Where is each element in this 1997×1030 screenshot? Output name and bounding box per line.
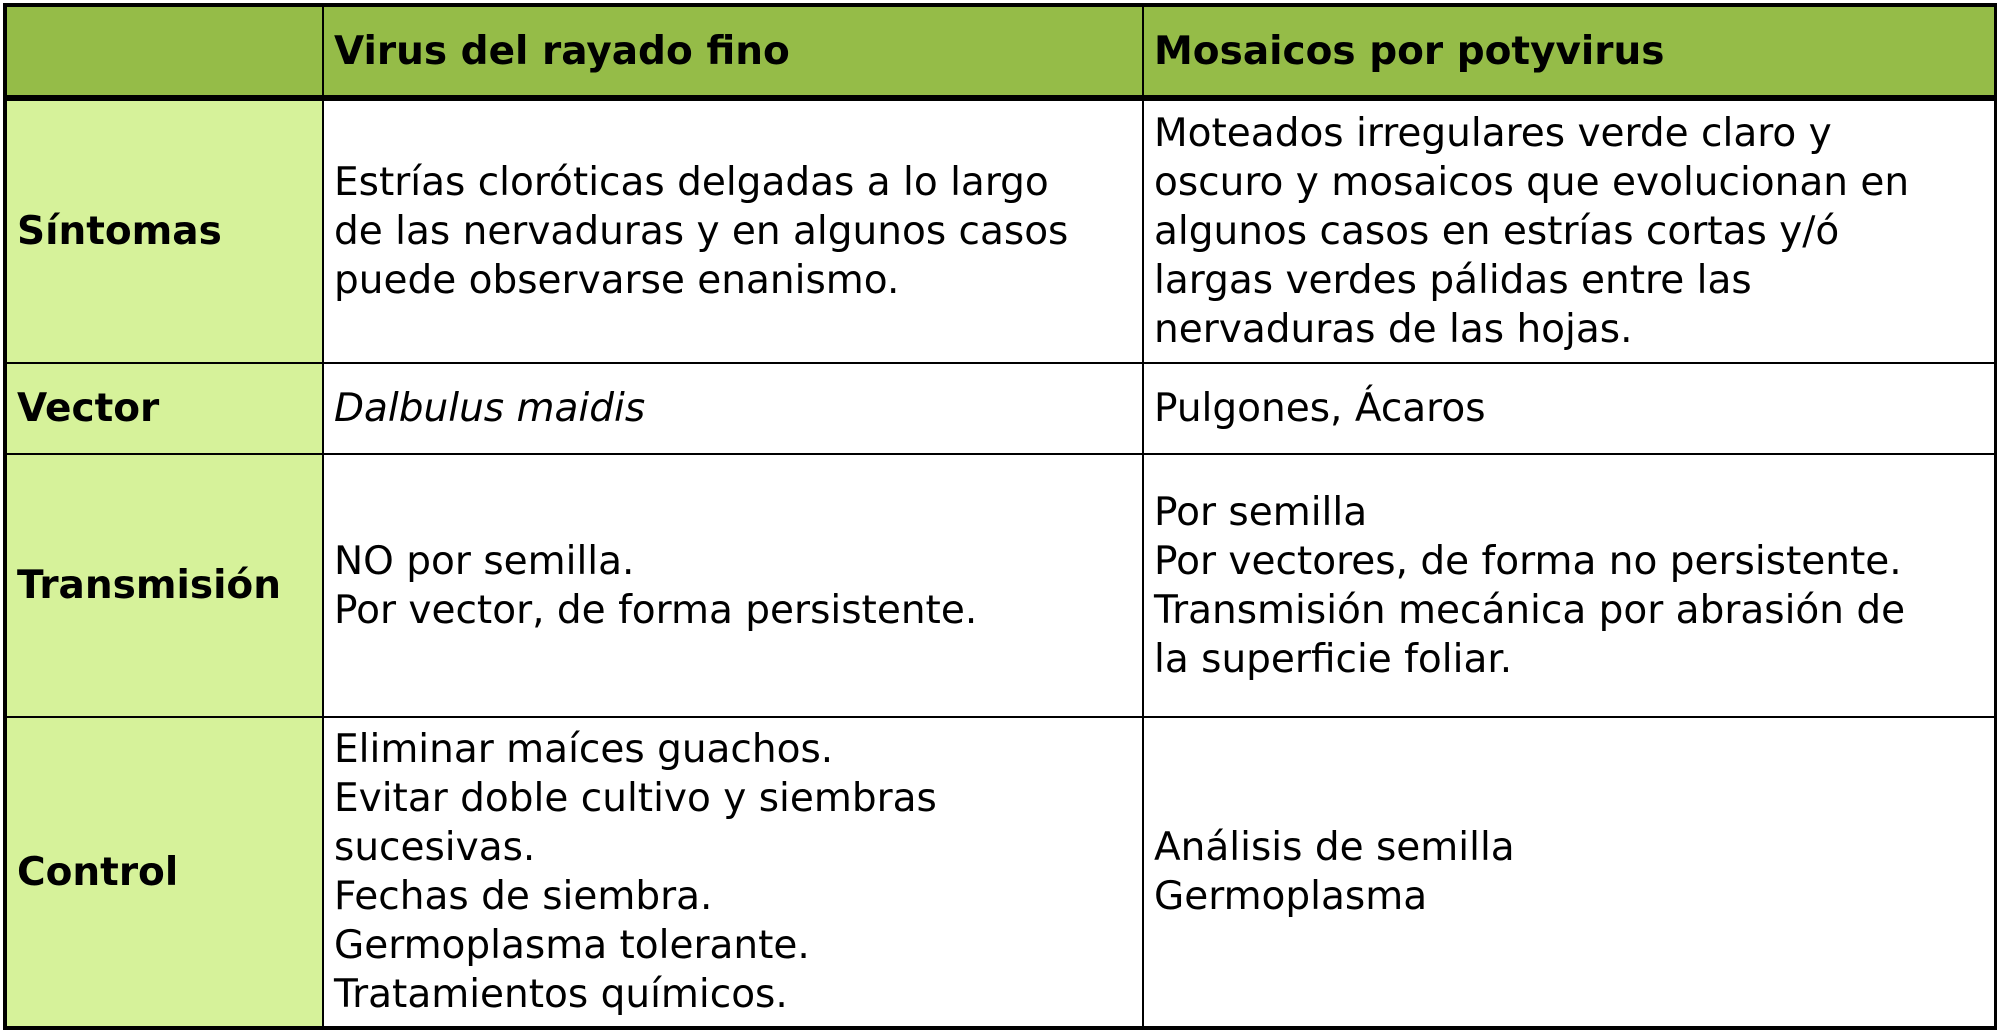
text-line: la superficie foliar. (1154, 636, 1513, 682)
header-virus-rayado-fino: Virus del rayado fino (323, 5, 1143, 98)
transmision-rayado-cell (323, 454, 1143, 717)
text-line: sucesivas. (334, 825, 536, 870)
text-line: Análisis de semilla (1154, 825, 1515, 870)
row-label-transmision: Transmisión (5, 454, 323, 717)
text-line: algunos casos en estrías cortas y/ó (1154, 209, 1840, 254)
text-line: Fechas de siembra. (334, 874, 713, 919)
text-line: oscuro y mosaicos que evolucionan en (1154, 160, 1910, 205)
text-line: Pulgones, Ácaros (1154, 386, 1486, 431)
text-line: Transmisión mecánica por abrasión de (1154, 587, 1906, 633)
text-line: puede observarse enanismo. (334, 258, 900, 303)
text-line: NO por semilla. (334, 538, 635, 584)
text-line: Estrías cloróticas delgadas a lo largo (334, 160, 1049, 205)
row-transmision (5, 454, 1996, 717)
header-row (5, 5, 1996, 98)
row-control (5, 717, 1996, 1028)
text-line: Tratamientos químicos. (334, 972, 788, 1017)
sintomas-potyvirus-cell (1143, 98, 1996, 363)
corner-cell (5, 5, 323, 98)
text-line: Moteados irregulares verde claro y (1154, 111, 1832, 156)
text-line: Germoplasma (1154, 874, 1428, 919)
text-line: de las nervaduras y en algunos casos (334, 209, 1069, 254)
text-line: Por vectores, de forma no persistente. (1154, 538, 1902, 584)
vector-rayado-cell (323, 363, 1143, 454)
text-line: nervaduras de las hojas. (1154, 307, 1633, 352)
transmision-potyvirus-cell (1143, 454, 1996, 717)
text-line: Germoplasma tolerante. (334, 923, 810, 968)
row-label-sintomas: Síntomas (5, 98, 323, 363)
row-vector (5, 363, 1996, 454)
text-line: Por semilla (1154, 489, 1368, 535)
text-line: Evitar doble cultivo y siembras (334, 776, 937, 821)
comparison-table (3, 3, 1997, 1030)
row-sintomas (5, 98, 1996, 363)
row-label-control: Control (5, 717, 323, 1028)
text-line: Por vector, de forma persistente. (334, 587, 978, 633)
text-line: largas verdes pálidas entre las (1154, 258, 1752, 303)
sintomas-rayado-cell (323, 98, 1143, 363)
text-line: Eliminar maíces guachos. (334, 727, 834, 772)
row-label-vector: Vector (5, 363, 323, 454)
vector-potyvirus-cell (1143, 363, 1996, 454)
header-mosaicos-potyvirus: Mosaicos por potyvirus (1143, 5, 1996, 98)
control-rayado-cell (323, 717, 1143, 1028)
control-potyvirus-cell (1143, 717, 1996, 1028)
text-line: Dalbulus maidis (334, 386, 646, 431)
